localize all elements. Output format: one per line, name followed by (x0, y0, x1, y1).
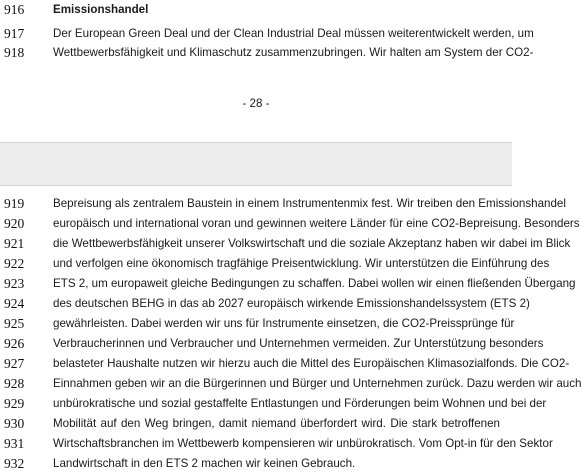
line-text: Wettbewerbsfähigkeit und Klimaschutz zusammenzubringen. Wir halten am System der CO2- (53, 46, 534, 59)
document-line (0, 354, 570, 374)
line-number: 922 (4, 256, 25, 271)
line-number: 925 (4, 316, 25, 331)
line-number: 917 (4, 26, 25, 41)
document-line (0, 0, 512, 20)
line-text: Wirtschaftsbranchen im Wettbewerb kompensieren wir unbürokratisch. Vom Opt-in für den Sektor (53, 437, 553, 450)
line-text: und verfolgen eine ökonomisch tragfähige Preisentwicklung. Wir unterstützen die Einführung des (53, 257, 550, 270)
document-line (0, 454, 512, 474)
document-line (0, 194, 566, 214)
document-line (0, 234, 571, 254)
line-number: 927 (4, 356, 25, 371)
page-separator (0, 142, 512, 186)
document-line (0, 24, 534, 44)
document-line (0, 414, 512, 434)
page-number: - 28 - (242, 97, 270, 110)
document-line (0, 334, 544, 354)
line-number: 918 (4, 45, 25, 60)
section-heading: Emissionshandel (53, 3, 149, 16)
line-text: Landwirtschaft in den ETS 2 machen wir keinen Gebrauch. (53, 457, 356, 470)
line-text: unbürokratische und sozial gestaffelte Entlastungen und Förderungen beim Wohnen und bei der (53, 397, 547, 410)
line-number: 932 (4, 456, 25, 471)
document-line (0, 394, 547, 414)
line-number: 920 (4, 216, 25, 231)
line-text: Mobilität auf den Weg bringen, damit niemand überfordert wird. Die stark betroffenen (53, 417, 500, 430)
document-line (0, 254, 550, 274)
line-number: 929 (4, 396, 25, 411)
document-line (0, 314, 515, 334)
line-text: ETS 2, um europaweit gleiche Bedingungen zu schaffen. Dabei wollen wir einen fließenden Übergang (53, 277, 576, 290)
line-text: europäisch und international voran und gewinnen weitere Länder für eine CO2-Bepreisung. Besonders (53, 217, 580, 230)
document-line (0, 43, 534, 63)
line-number: 923 (4, 276, 25, 291)
document-line (0, 214, 580, 234)
line-number: 930 (4, 416, 25, 431)
document-line (0, 374, 581, 394)
line-number: 924 (4, 296, 25, 311)
document-page-top (0, 0, 534, 142)
line-number: 926 (4, 336, 25, 351)
document-line (0, 294, 530, 314)
line-number: 916 (4, 2, 25, 17)
line-text: die Wettbewerbsfähigkeit unserer Volkswirtschaft und die soziale Akzeptanz haben wir dabei im Blick (53, 237, 571, 250)
line-text: gewährleisten. Dabei werden wir uns für Instrumente einsetzen, die CO2-Preissprünge für (53, 317, 515, 330)
document-page-bottom (0, 186, 581, 475)
line-number: 919 (4, 196, 25, 211)
line-text: Verbraucherinnen und Verbraucher und Unternehmen vermeiden. Zur Unterstützung besonders (53, 337, 544, 350)
line-number: 928 (4, 376, 25, 391)
document-line (0, 274, 576, 294)
line-text: belasteter Haushalte nutzen wir hierzu auch die Mittel des Europäischen Klimasozialfonds. Die CO2- (53, 357, 570, 370)
line-text: Einnahmen geben wir an die Bürgerinnen und Bürger und Unternehmen zurück. Dazu werden wir auch (53, 377, 581, 390)
line-number: 921 (4, 236, 25, 251)
line-text: Der European Green Deal und der Clean Industrial Deal müssen weiterentwickelt werden, um (53, 27, 534, 40)
line-number: 931 (4, 436, 25, 451)
line-text: Bepreisung als zentralem Baustein in einem Instrumentenmix fest. Wir treiben den Emissionshandel (53, 197, 566, 210)
document-line (0, 434, 553, 454)
line-text: des deutschen BEHG in das ab 2027 europäisch wirkende Emissionshandelssystem (ETS 2) (53, 297, 530, 310)
